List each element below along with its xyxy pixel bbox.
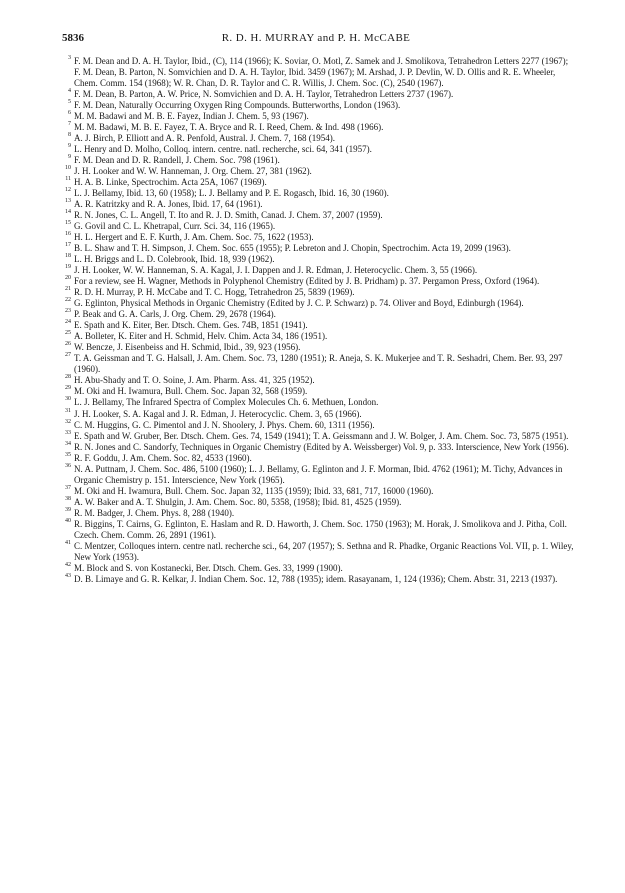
reference-item (62, 331, 574, 342)
reference-text: P. Beak and G. A. Carls, J. Org. Chem. 29, 2678 (1964). (74, 309, 276, 320)
reference-item (62, 397, 574, 408)
reference-text: T. A. Geissman and T. G. Halsall, J. Am. Chem. Soc. 73, 1280 (1951); R. Aneja, S. K. Mukerjee and T. R. Seshadri, Chem. Ber. 93, 297 (1960). (74, 353, 563, 375)
reference-number: 16 (65, 231, 71, 238)
reference-item (62, 386, 574, 397)
reference-text: A. R. Katritzky and R. A. Jones, Ibid. 17, 64 (1961). (74, 199, 263, 210)
reference-number: 37 (65, 484, 71, 491)
reference-text: A. Bolleter, K. Eiter and H. Schmid, Helv. Chim. Acta 34, 186 (1951). (74, 331, 328, 342)
reference-text: H. A. B. Linke, Spectrochim. Acta 25A, 1067 (1969). (74, 177, 267, 188)
reference-text: R. F. Goddu, J. Am. Chem. Soc. 82, 4533 (1960). (74, 452, 252, 463)
reference-item (62, 287, 574, 298)
reference-number: 40 (65, 517, 71, 524)
reference-text: C. Mentzer, Colloques intern. centre natl. recherche sci., 64, 207 (1957); S. Sethna and R. Phadke, Organic Reactions Vol. VII, p. 1. Wiley, New York (1953). (74, 540, 574, 562)
reference-text: M. Oki and H. Iwamura, Bull. Chem. Soc. Japan 32, 568 (1959). (74, 386, 308, 397)
reference-item (62, 133, 574, 144)
reference-text: L. H. Briggs and L. D. Colebrook, Ibid. 18, 939 (1962). (74, 254, 275, 265)
reference-item (62, 497, 574, 508)
reference-number: 7 (68, 121, 71, 128)
reference-number: 41 (65, 539, 71, 546)
reference-text: B. L. Shaw and T. H. Simpson, J. Chem. Soc. 655 (1955); P. Lebreton and J. Chopin, Spectrochim. Acta 19, 2099 (1963). (74, 243, 511, 254)
reference-item (62, 188, 574, 199)
reference-number: 25 (65, 330, 71, 337)
reference-text: L. J. Bellamy, The Infrared Spectra of Complex Molecules Ch. 6. Methuen, London. (74, 397, 379, 408)
reference-number: 13 (65, 198, 71, 205)
reference-item (62, 155, 574, 166)
reference-text: J. H. Looker and W. W. Hanneman, J. Org. Chem. 27, 381 (1962). (74, 166, 312, 177)
reference-item (62, 453, 574, 464)
reference-number: 35 (65, 451, 71, 458)
reference-text: F. M. Dean and D. R. Randell, J. Chem. Soc. 798 (1961). (74, 155, 280, 166)
reference-number: 21 (65, 286, 71, 293)
reference-number: 9 (68, 143, 71, 150)
reference-text: R. M. Badger, J. Chem. Phys. 8, 288 (1940). (74, 507, 235, 518)
reference-text: M. M. Badawi, M. B. E. Fayez, T. A. Bryce and R. I. Reed, Chem. & Ind. 498 (1966). (74, 122, 384, 133)
reference-number: 38 (65, 495, 71, 502)
reference-number: 14 (65, 209, 71, 216)
reference-text: J. H. Looker, W. W. Hanneman, S. A. Kagal, J. I. Dappen and J. R. Edman, J. Heterocyclic. Chem. 3, 55 (1966). (74, 265, 478, 276)
reference-number: 30 (65, 396, 71, 403)
reference-text: D. B. Limaye and G. R. Kelkar, J. Indian Chem. Soc. 12, 788 (1935); idem. Rasayanam, 1, 124 (1936); Chem. Abstr. 31, 2213 (1937). (74, 573, 558, 584)
reference-item (62, 431, 574, 442)
reference-item (62, 221, 574, 232)
reference-number: 18 (65, 253, 71, 260)
reference-item (62, 232, 574, 243)
reference-item (62, 464, 574, 486)
reference-item (62, 320, 574, 331)
reference-text: R. N. Jones and C. Sandorfy, Techniques in Organic Chemistry (Edited by A. Weissberger) Vol. 9, p. 333. Interscience, New York (1956). (74, 441, 569, 452)
reference-text: C. M. Huggins, G. C. Pimentol and J. N. Shoolery, J. Phys. Chem. 60, 1311 (1956). (74, 419, 375, 430)
reference-item (62, 254, 574, 265)
reference-text: L. Henry and D. Molho, Colloq. intern. centre. natl. recherche, sci. 64, 341 (1957). (74, 144, 372, 155)
reference-item (62, 177, 574, 188)
reference-number: 4 (68, 88, 71, 95)
reference-item (62, 342, 574, 353)
reference-item (62, 100, 574, 111)
reference-text: A. J. Birch, P. Elliott and A. R. Penfold, Austral. J. Chem. 7, 168 (1954). (74, 133, 335, 144)
reference-item (62, 353, 574, 375)
reference-item (62, 265, 574, 276)
reference-number: 26 (65, 341, 71, 348)
reference-item (62, 144, 574, 155)
reference-number: 11 (65, 176, 71, 183)
reference-number: 29 (65, 385, 71, 392)
reference-item (62, 210, 574, 221)
page-header (62, 30, 570, 46)
reference-item (62, 409, 574, 420)
reference-text: F. M. Dean, Naturally Occurring Oxygen Ring Compounds. Butterworths, London (1963). (74, 100, 401, 111)
reference-item (62, 574, 574, 585)
reference-item (62, 122, 574, 133)
reference-item (62, 199, 574, 210)
reference-item (62, 276, 574, 287)
reference-number: 19 (65, 264, 71, 271)
reference-text: M. Oki and H. Iwamura, Bull. Chem. Soc. Japan 32, 1135 (1959); Ibid. 33, 681, 717, 16000 (1960). (74, 485, 434, 496)
reference-text: F. M. Dean, B. Parton, A. W. Price, N. Somvichien and D. A. H. Taylor, Tetrahedron Letters 2737 (1967). (74, 89, 454, 100)
reference-number: 12 (65, 187, 71, 194)
reference-text: R. Biggins, T. Cairns, G. Eglinton, E. Haslam and R. D. Haworth, J. Chem. Soc. 1750 (1963); M. Horak, J. Smolikova and J. Pitha, Coll. Czech. Chem. Comm. 26, 2891 (1961). (74, 518, 567, 540)
reference-number: 24 (65, 319, 71, 326)
reference-text: E. Spath and K. Eiter, Ber. Dtsch. Chem. Ges. 74B, 1851 (1941). (74, 320, 308, 331)
reference-number: 27 (65, 352, 71, 359)
reference-number: 3 (68, 55, 71, 61)
reference-number: 20 (65, 275, 71, 282)
reference-text: E. Spath and W. Gruber, Ber. Dtsch. Chem. Ges. 74, 1549 (1941); T. A. Geissmann and J. W. Bolger, J. Am. Chem. Soc. 73, 5875 (1951). (74, 430, 569, 441)
reference-item (62, 309, 574, 320)
page-number: 5836 (62, 32, 84, 44)
reference-text: H. Abu-Shady and T. O. Soine, J. Am. Pharm. Ass. 41, 325 (1952). (74, 375, 315, 386)
reference-number: 8 (68, 132, 71, 139)
reference-text: For a review, see H. Wagner, Methods in Polyphenol Chemistry (Edited by J. B. Pridham) p. 37. Pergamon Press, Oxford (1964). (74, 276, 540, 287)
reference-number: 43 (65, 572, 71, 579)
reference-number: 32 (65, 418, 71, 425)
reference-number: 22 (65, 297, 71, 304)
reference-text: G. Govil and C. L. Khetrapal, Curr. Sci. 34, 116 (1965). (74, 221, 276, 232)
reference-text: J. H. Looker, S. A. Kagal and J. R. Edman, J. Heterocyclic. Chem. 3, 65 (1966). (74, 408, 362, 419)
reference-text: F. M. Dean and D. A. H. Taylor, Ibid., (C), 114 (1966); K. Soviar, O. Motl, Z. Samek and J. Smolikova, Tetrahedron Letters 2277 (1967); F. M. Dean, B. Parton, N. Somvichien and D. A. H. Taylor, Ibid. 3459 (1967); M. Arshad, J. P. Devlin, W. D. Ollis and R. E. Wheeler, Chem. Comm. 154 (1968); W. R. Chan, D. R. Taylor and C. R. Willis, J. Chem. Soc. (C), 2540 (1967). (74, 56, 569, 89)
reference-list (62, 56, 574, 585)
reference-text: G. Eglinton, Physical Methods in Organic Chemistry (Edited by J. C. P. Schwarz) p. 74. Oliver and Boyd, Edinburgh (1964). (74, 298, 524, 309)
reference-item (62, 166, 574, 177)
reference-number: 9 (68, 154, 71, 161)
reference-number: 42 (65, 561, 71, 568)
reference-number: 10 (65, 165, 71, 172)
reference-text: M. Block and S. von Kostanecki, Ber. Dtsch. Chem. Ges. 33, 1999 (1900). (74, 562, 343, 573)
reference-item (62, 541, 574, 563)
reference-item (62, 375, 574, 386)
reference-number: 34 (65, 440, 71, 447)
reference-number: 23 (65, 308, 71, 315)
reference-number: 36 (65, 462, 71, 469)
running-head: R. D. H. MURRAY and P. H. McCABE (221, 32, 411, 44)
reference-item (62, 519, 574, 541)
reference-number: 15 (65, 220, 71, 227)
reference-item (62, 442, 574, 453)
reference-text: R. D. H. Murray, P. H. McCabe and T. C. Hogg, Tetrahedron 25, 5839 (1969). (74, 287, 355, 298)
reference-item (62, 243, 574, 254)
reference-item (62, 89, 574, 100)
reference-number: 6 (68, 110, 71, 117)
reference-number: 39 (65, 506, 71, 513)
reference-number: 33 (65, 429, 71, 436)
reference-text: R. N. Jones, C. L. Angell, T. Ito and R. J. D. Smith, Canad. J. Chem. 37, 2007 (1959). (74, 210, 383, 221)
reference-text: N. A. Puttnam, J. Chem. Soc. 486, 5100 (1960); L. J. Bellamy, G. Eglinton and J. F. Morman, Ibid. 4762 (1961); M. Tichy, Advances in Organic Chemistry p. 151. Interscience, New York (1965). (74, 463, 563, 485)
reference-text: A. W. Baker and A. T. Shulgin, J. Am. Chem. Soc. 80, 5358, (1958); Ibid. 81, 4525 (1959). (74, 496, 402, 507)
reference-item (62, 420, 574, 431)
reference-item (62, 486, 574, 497)
reference-text: W. Bencze, J. Eisenbeiss and H. Schmid, Ibid., 39, 923 (1956). (74, 342, 301, 353)
reference-text: M. M. Badawi and M. B. E. Fayez, Indian J. Chem. 5, 93 (1967). (74, 111, 309, 122)
reference-number: 5 (68, 99, 71, 106)
reference-item (62, 111, 574, 122)
reference-item (62, 298, 574, 309)
reference-number: 31 (65, 407, 71, 414)
reference-item (62, 56, 574, 89)
reference-item (62, 508, 574, 519)
reference-text: H. L. Hergert and E. F. Kurth, J. Am. Chem. Soc. 75, 1622 (1953). (74, 232, 314, 243)
reference-item (62, 563, 574, 574)
reference-number: 28 (65, 374, 71, 381)
reference-number: 17 (65, 242, 71, 249)
reference-text: L. J. Bellamy, Ibid. 13, 60 (1958); L. J. Bellamy and P. E. Rogasch, Ibid. 16, 30 (1960). (74, 188, 389, 199)
